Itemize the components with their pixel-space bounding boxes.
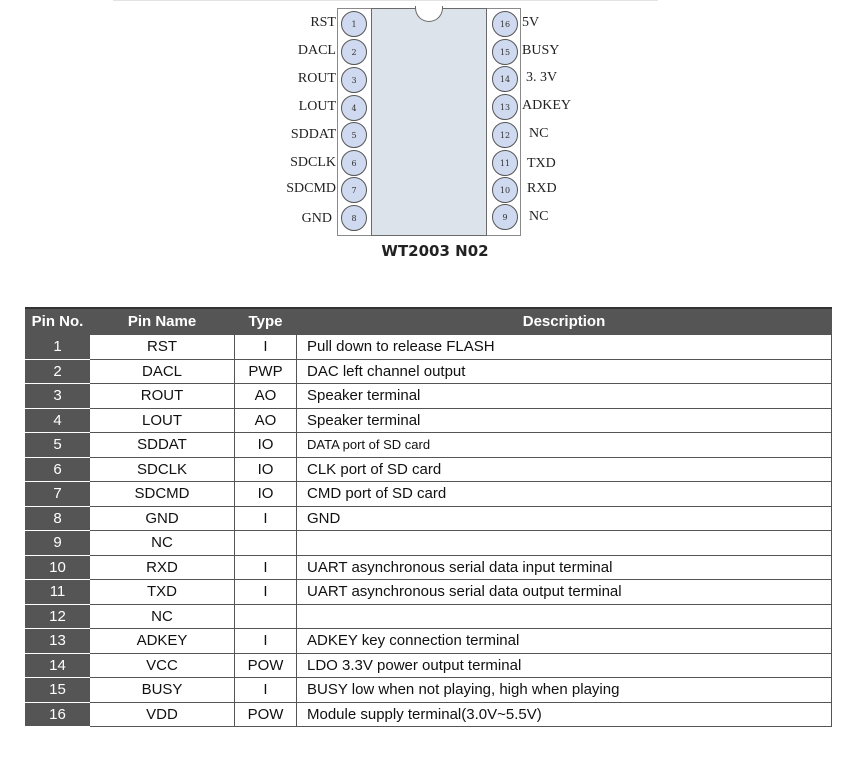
pin-description-cell: LDO 3.3V power output terminal [297,653,832,678]
table-row [26,433,832,458]
pin-type-cell: I [235,629,297,654]
pin-description-cell [297,531,832,556]
pin-number-cell: 7 [26,482,90,507]
header-pin-no: Pin No. [26,308,90,335]
table-row [26,555,832,580]
pin-description-cell: ADKEY key connection terminal [297,629,832,654]
pin-type-cell: AO [235,384,297,409]
pin-circle-9: 9 [492,204,518,230]
pin-name-cell: SDCLK [90,457,235,482]
pin-type-cell: AO [235,408,297,433]
pin-label-txd: TXD [527,156,556,171]
pin-type-cell: I [235,678,297,703]
pin-label-3v3: 3. 3V [526,70,558,85]
chip-package [371,8,487,236]
pin-type-cell: IO [235,457,297,482]
pin-number-cell: 2 [26,359,90,384]
pin-number-cell: 14 [26,653,90,678]
pin-label-lout: LOUT [298,99,336,114]
pin-number-cell: 15 [26,678,90,703]
chip-title: WT2003 N02 [381,242,489,260]
pin-circle-3: 3 [341,67,367,93]
pin-description-cell: DAC left channel output [297,359,832,384]
pin-circle-16: 16 [492,11,518,37]
pin-type-cell: I [235,580,297,605]
pin-name-cell: SDCMD [90,482,235,507]
pin-circle-8: 8 [341,205,367,231]
pin-number-cell: 5 [26,433,90,458]
table-row [26,580,832,605]
pin-name-cell: GND [90,506,235,531]
pin-name-cell: DACL [90,359,235,384]
pin-number-cell: 3 [26,384,90,409]
table-row [26,335,832,360]
pin-label-sddat: SDDAT [290,127,336,142]
pin-number-cell: 9 [26,531,90,556]
pin-label-busy: BUSY [522,43,560,58]
pin-circle-2: 2 [341,39,367,65]
pin-number-cell: 10 [26,555,90,580]
pin-type-cell [235,531,297,556]
top-divider [113,0,658,1]
table-row [26,457,832,482]
pin-number-cell: 16 [26,702,90,727]
pin-name-cell: VDD [90,702,235,727]
pin-label-gnd: GND [301,211,332,226]
pin-label-rst: RST [310,15,336,30]
pin-label-adkey: ADKEY [522,98,571,113]
pin-description-cell: UART asynchronous serial data output terminal [297,580,832,605]
table-row [26,653,832,678]
pin-label-sdcmd: SDCMD [286,181,336,196]
pin-label-rxd: RXD [527,181,557,196]
pin-description-cell: CMD port of SD card [297,482,832,507]
pin-circle-10: 10 [492,177,518,203]
pin-label-dacl: DACL [297,43,336,58]
pin-circle-13: 13 [492,94,518,120]
pin-number-cell: 12 [26,604,90,629]
pin-label-5v: 5V [522,15,540,30]
pin-name-cell: ROUT [90,384,235,409]
pin-circle-6: 6 [341,150,367,176]
pin-name-cell: RST [90,335,235,360]
pin-type-cell: I [235,555,297,580]
pin-type-cell: IO [235,482,297,507]
table-row [26,604,832,629]
pin-circle-12: 12 [492,122,518,148]
pin-name-cell: LOUT [90,408,235,433]
pin-label-nc-9: NC [529,209,549,224]
pin-name-cell: RXD [90,555,235,580]
pin-circle-14: 14 [492,66,518,92]
pin-name-cell: ADKEY [90,629,235,654]
pin-label-sdclk: SDCLK [290,155,336,170]
table-row [26,359,832,384]
pin-description-table [25,307,832,727]
pin-description-cell: BUSY low when not playing, high when playing [297,678,832,703]
table-row [26,384,832,409]
pin-type-cell: POW [235,653,297,678]
pin-description-cell: Pull down to release FLASH [297,335,832,360]
table-row [26,678,832,703]
pin-name-cell: BUSY [90,678,235,703]
pin-type-cell: PWP [235,359,297,384]
pin-circle-4: 4 [341,95,367,121]
pin-number-cell: 11 [26,580,90,605]
pin-description-cell: UART asynchronous serial data input terminal [297,555,832,580]
table-row [26,629,832,654]
pin-number-cell: 8 [26,506,90,531]
pin-number-cell: 4 [26,408,90,433]
header-pin-name: Pin Name [90,308,235,335]
pin-description-cell: GND [297,506,832,531]
pin-description-cell: DATA port of SD card [297,433,832,458]
table-row [26,506,832,531]
pin-circle-1: 1 [341,11,367,37]
pin-name-cell: VCC [90,653,235,678]
pin-label-rout: ROUT [297,71,336,86]
pin-number-cell: 1 [26,335,90,360]
table-row [26,531,832,556]
pin-circle-7: 7 [341,177,367,203]
pin-circle-5: 5 [341,122,367,148]
pin-description-cell: Speaker terminal [297,408,832,433]
table-row [26,482,832,507]
pin-number-cell: 6 [26,457,90,482]
header-description: Description [297,308,832,335]
pin-description-cell: CLK port of SD card [297,457,832,482]
pin-name-cell: TXD [90,580,235,605]
pin-type-cell: I [235,506,297,531]
pin-circle-15: 15 [492,39,518,65]
pin-type-cell: IO [235,433,297,458]
pin-type-cell [235,604,297,629]
table-row [26,702,832,727]
pin-name-cell: NC [90,604,235,629]
header-type: Type [235,308,297,335]
pin-type-cell: POW [235,702,297,727]
pin-name-cell: NC [90,531,235,556]
table-header-row [26,308,832,335]
pin-name-cell: SDDAT [90,433,235,458]
chip-pinout-diagram [0,0,860,280]
pin-description-cell [297,604,832,629]
pin-description-cell: Module supply terminal(3.0V~5.5V) [297,702,832,727]
pin-number-cell: 13 [26,629,90,654]
pin-type-cell: I [235,335,297,360]
pin-circle-11: 11 [492,150,518,176]
pin-label-nc-12: NC [529,126,549,141]
table-row [26,408,832,433]
pin-description-cell: Speaker terminal [297,384,832,409]
